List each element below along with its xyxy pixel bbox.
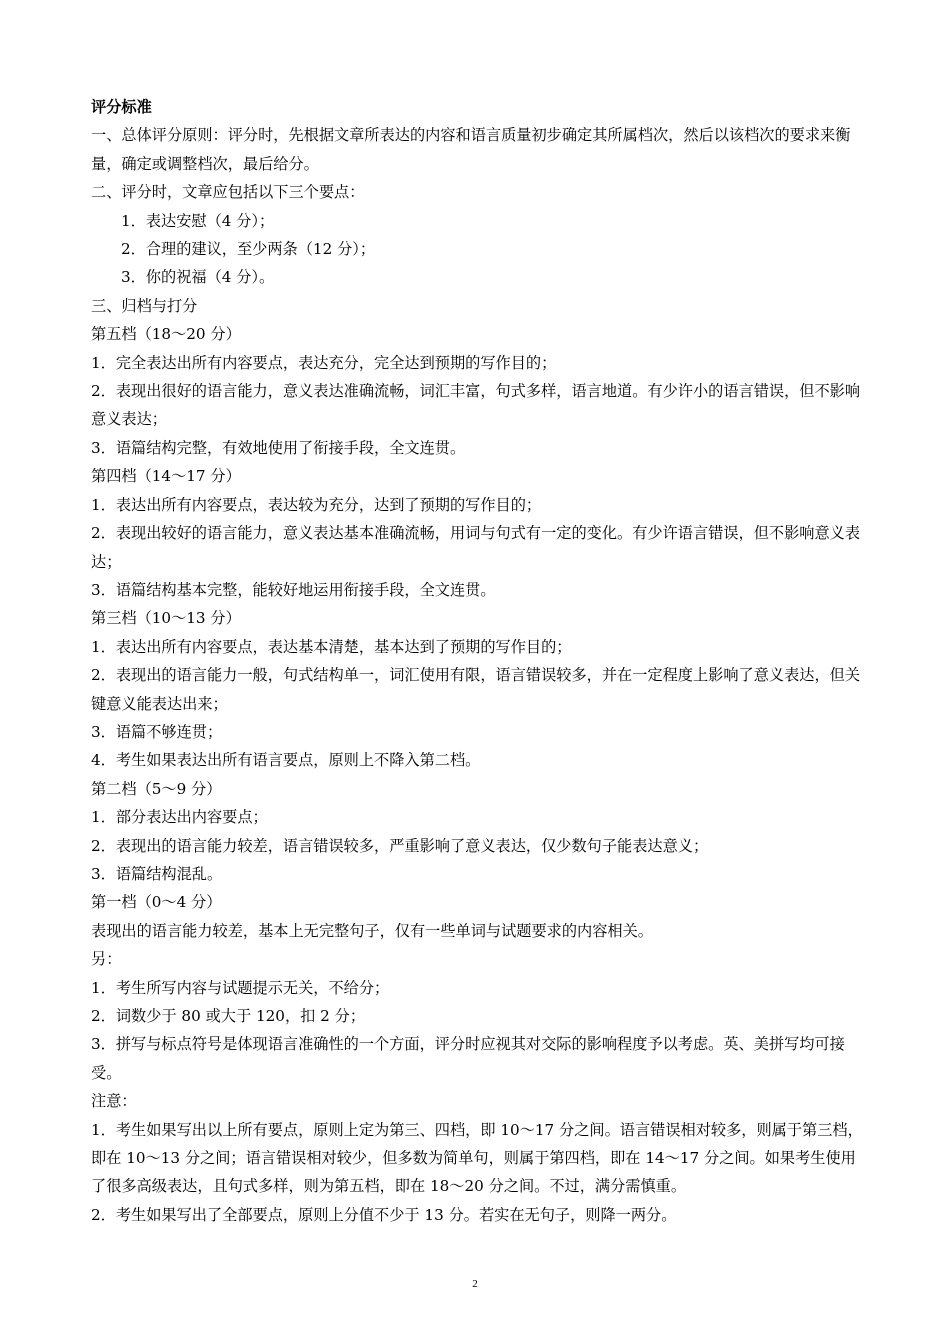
text-line: 二、评分时，文章应包括以下三个要点： [91, 183, 365, 202]
text-line: 1．考生如果写出以上所有要点，原则上定为第三、四档，即 10～17 分之间。语言错误相对较多，则属于第三档，即在 10～13 分之间；语言错误相对较少，但多数为简单句，则属于第四档，即在 14～17 分之间。如果考生使用了很多高级表达，且句式多样，则为第五档，即在 18～20 分之间。不过，满分需慎重。 [91, 1120, 863, 1196]
text-line: 3．你的祝福（4 分）。 [121, 268, 275, 287]
scoring-criteria-text [91, 121, 871, 1229]
text-line: 3．语篇结构完整，有效地使用了衔接手段，全文连贯。 [91, 438, 466, 457]
text-line: 1．完全表达出所有内容要点，表达充分，完全达到预期的写作目的； [91, 353, 557, 372]
text-line: 3．语篇不够连贯； [91, 722, 223, 741]
section-title: 评分标准 [91, 98, 152, 116]
text-line: 第五档（18～20 分） [91, 325, 241, 344]
text-line: 1．表达出所有内容要点，表达较为充分，达到了预期的写作目的； [91, 495, 542, 514]
text-line: 2．词数少于 80 或大于 120，扣 2 分； [91, 1007, 366, 1025]
text-line: 1．表达出所有内容要点，表达基本清楚，基本达到了预期的写作目的； [91, 637, 572, 656]
text-line: 第三档（10～13 分） [91, 609, 241, 628]
text-line: 三、归档与打分 [91, 296, 198, 315]
text-line: 4．考生如果表达出所有语言要点，原则上不降入第二档。 [91, 751, 481, 770]
page-number: 2 [472, 1278, 478, 1290]
text-line: 1．部分表达出内容要点； [91, 808, 268, 827]
text-line: 3．拼写与标点符号是体现语言准确性的一个方面，评分时应视其对交际的影响程度予以考虑。英、美拼写均可接受。 [91, 1035, 845, 1082]
text-line: 第一档（0～4 分） [91, 893, 222, 912]
text-line: 3．语篇结构基本完整，能较好地运用衔接手段，全文连贯。 [91, 580, 496, 599]
text-line: 注意： [91, 1092, 137, 1111]
text-line: 3．语篇结构混乱。 [91, 864, 223, 883]
text-line: 2．表现出的语言能力一般，句式结构单一，词汇使用有限，语言错误较多，并在一定程度上影响了意义表达，但关键意义能表达出来； [91, 666, 861, 713]
text-line: 另： [91, 950, 122, 969]
text-line: 1．表达安慰（4 分）； [121, 211, 275, 230]
text-line: 2．表现出的语言能力较差，语言错误较多，严重影响了意义表达，仅少数句子能表达意义； [91, 836, 709, 855]
text-line: 2．表现出较好的语言能力，意义表达基本准确流畅，用词与句式有一定的变化。有少许语言错误，但不影响意义表达； [91, 524, 861, 571]
text-line: 一、总体评分原则：评分时，先根据文章所表达的内容和语言质量初步确定其所属档次，然后以该档次的要求来衡量，确定或调整档次，最后给分。 [91, 126, 851, 173]
text-line: 2．考生如果写出了全部要点，原则上分值不少于 13 分。若实在无句子，则降一两分。 [91, 1205, 677, 1224]
text-line: 1．考生所写内容与试题提示无关，不给分； [91, 978, 390, 997]
document-body [91, 93, 871, 1229]
text-line: 表现出的语言能力较差，基本上无完整句子，仅有一些单词与试题要求的内容相关。 [91, 921, 653, 940]
text-line: 第二档（5～9 分） [91, 779, 222, 798]
text-line: 2．合理的建议，至少两条（12 分）； [121, 240, 376, 259]
text-line: 2．表现出很好的语言能力，意义表达准确流畅，词汇丰富，句式多样，语言地道。有少许小的语言错误，但不影响意义表达； [91, 382, 861, 429]
text-line: 第四档（14～17 分） [91, 467, 241, 486]
